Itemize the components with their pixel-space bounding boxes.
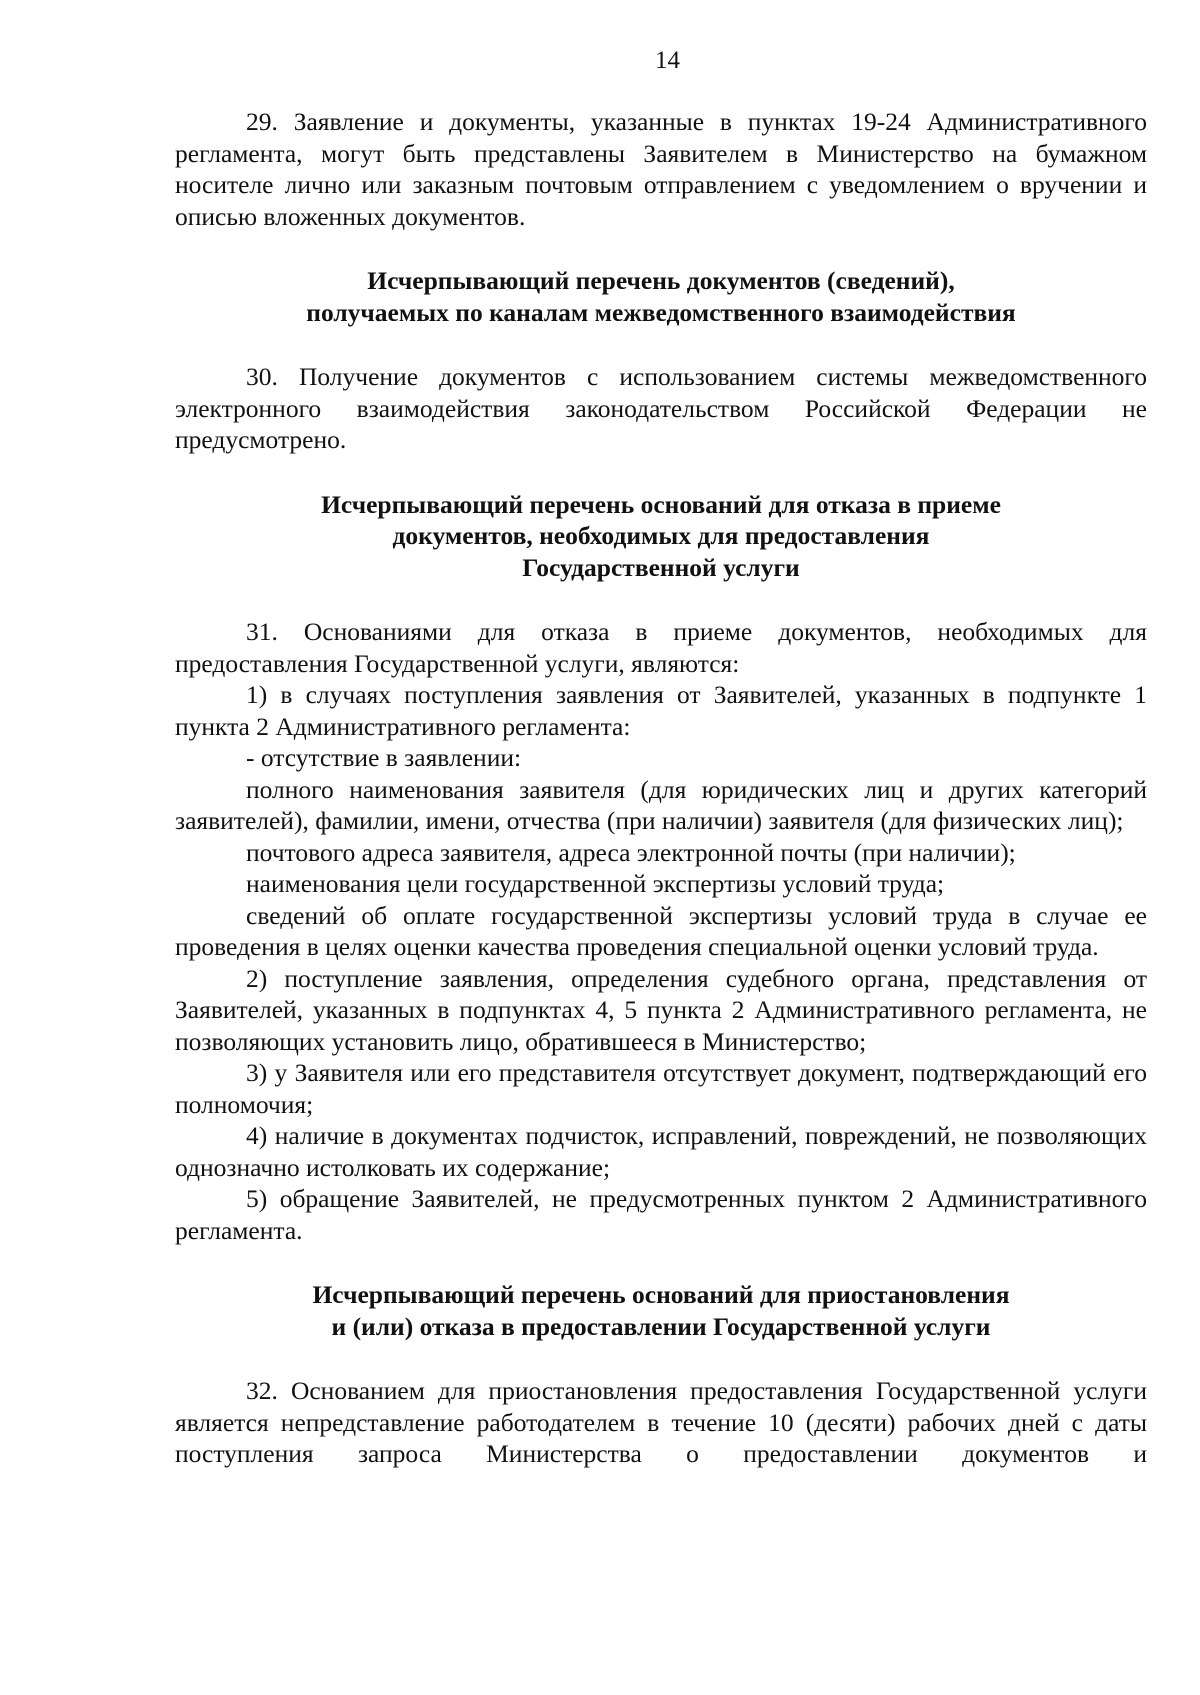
list-subitem-address: почтового адреса заявителя, адреса электронной почты (при наличии);	[246, 837, 1016, 867]
section-heading-suspension	[175, 1279, 1147, 1342]
paragraph-30: 30. Получение документов с использованием системы межведомственного электронного взаимодействия законодательством Российской Федерации не предусмотрено.	[175, 362, 1147, 454]
list-item-4: 4) наличие в документах подчисток, исправлений, повреждений, не позволяющих однозначно истолковать их содержание;	[175, 1121, 1147, 1182]
list-item-1: 1) в случаях поступления заявления от Заявителей, указанных в подпункте 1 пункта 2 Административного регламента:	[175, 680, 1147, 741]
list-item-absence: - отсутствие в заявлении:	[246, 743, 522, 772]
document-body	[175, 106, 1147, 1470]
heading-line: и (или) отказа в предоставлении Государственной услуги	[331, 1311, 991, 1341]
heading-line: Государственной услуги	[522, 552, 800, 582]
list-subitem-purpose: наименования цели государственной экспертизы условий труда;	[246, 869, 945, 898]
list-item-3: 3) у Заявителя или его представителя отсутствует документ, подтверждающий его полномочия;	[175, 1058, 1147, 1119]
page-number: 14	[655, 47, 680, 74]
heading-line: Исчерпывающий перечень оснований для отказа в приеме	[321, 489, 1001, 519]
paragraph-31: 31. Основаниями для отказа в приеме документов, необходимых для предоставления Государственной услуги, являются:	[175, 617, 1147, 678]
paragraph-29: 29. Заявление и документы, указанные в пунктах 19-24 Административного регламента, могут быть представлены Заявителем в Министерство на бумажном носителе лично или заказным почтовым отправлением с уведомлением о вручении и описью вложенных документов.	[175, 107, 1147, 231]
heading-line: Исчерпывающий перечень документов (сведений),	[367, 266, 955, 295]
list-subitem-payment: сведений об оплате государственной экспертизы условий труда в случае ее проведения в целях оценки качества проведения специальной оценки условий труда.	[175, 900, 1147, 961]
heading-line: Исчерпывающий перечень оснований для приостановления	[312, 1280, 1010, 1309]
section-heading-interagency	[175, 265, 1147, 328]
list-item-5: 5) обращение Заявителей, не предусмотренных пунктом 2 Административного регламента.	[175, 1184, 1147, 1245]
section-heading-refusal-reception	[175, 489, 1147, 584]
heading-line: получаемых по каналам межведомственного взаимодействия	[306, 297, 1016, 327]
heading-line: документов, необходимых для предоставления	[392, 521, 930, 550]
list-subitem-name: полного наименования заявителя (для юридических лиц и других категорий заявителей), фамилии, имени, отчества (при наличии) заявителя (для физических лиц);	[175, 774, 1147, 835]
list-item-2: 2) поступление заявления, определения судебного органа, представления от Заявителей, указанных в подпунктах 4, 5 пункта 2 Административного регламента, не позволяющих установить лицо, обратившееся в Министерство;	[175, 963, 1147, 1056]
paragraph-32: 32. Основанием для приостановления предоставления Государственной услуги является непредставление работодателем в течение 10 (десяти) рабочих дней с даты поступления запроса Министерства о предоставлении документов и	[175, 1376, 1147, 1468]
